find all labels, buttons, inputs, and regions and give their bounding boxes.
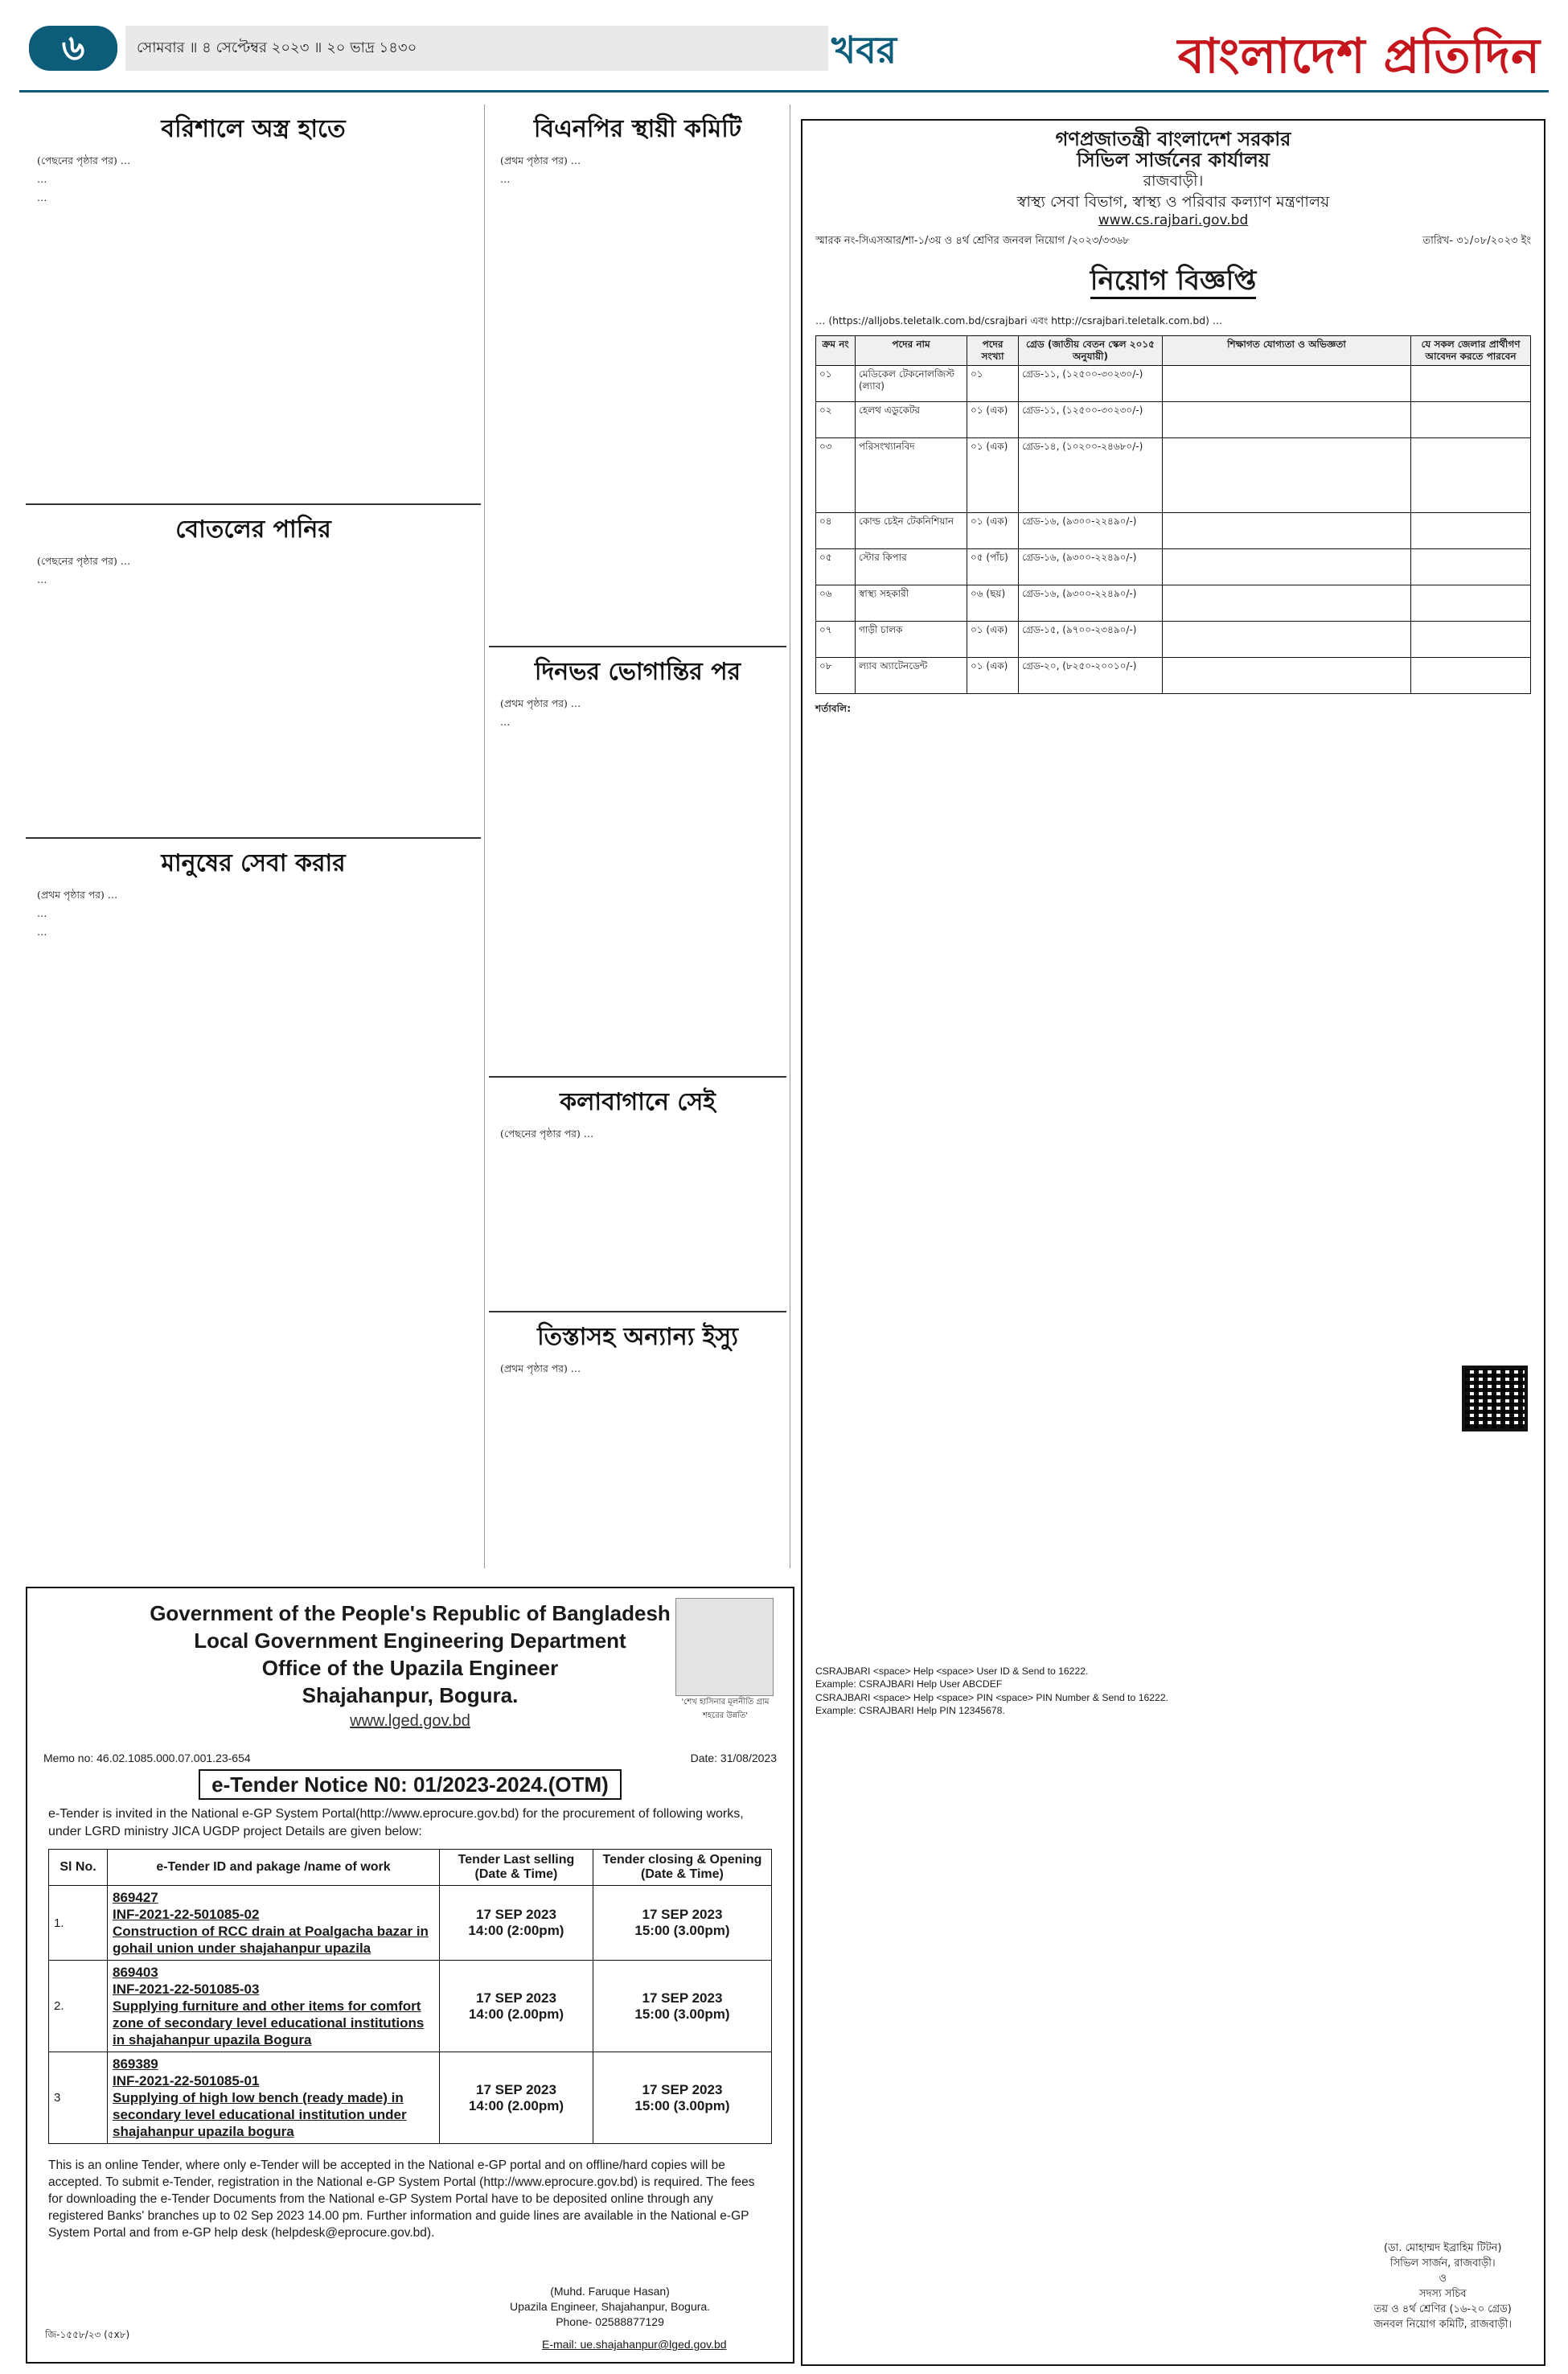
post-cell: মেডিকেল টেকনোলজিস্ট (ল্যাব) [856, 366, 967, 402]
district-cell [1411, 658, 1531, 694]
closing-time: 15:00 (3.00pm) [634, 1923, 730, 1938]
office-place: রাজবাড়ী। [1143, 172, 1204, 190]
column-middle [489, 105, 786, 1380]
qr-code [1462, 1366, 1528, 1431]
closing-cell [593, 1961, 771, 2052]
post-cell: স্টোর কিপার [856, 549, 967, 585]
qualification-cell [1163, 513, 1411, 549]
signatory-title: সিভিল সার্জন, রাজবাড়ী। [1389, 2257, 1496, 2269]
count-cell: ০১ (এক) [967, 658, 1019, 694]
article-headline: তিস্তাসহ অন্যান্য ইস্যু [537, 1323, 738, 1351]
count-cell: ০১ (এক) [967, 402, 1019, 438]
notice-signature [1373, 2241, 1512, 2332]
recruitment-notice [801, 119, 1545, 2366]
closing-date: 17 SEP 2023 [642, 1907, 723, 1922]
masthead-rule [19, 90, 1549, 92]
text-block [489, 191, 786, 641]
divider [489, 1311, 786, 1312]
table-row [816, 549, 1531, 585]
memo-number: Memo no: 46.02.1085.000.07.001.23-654 [43, 1752, 251, 1764]
memo-date: তারিখ- ৩১/০৮/২০২৩ ইং [1422, 235, 1531, 247]
table-row [49, 2052, 772, 2144]
sms-instruction: CSRAJBARI <space> Help <space> PIN <space> PIN Number & Send to 16222. [815, 1691, 1168, 1703]
post-cell: গাড়ী চালক [856, 622, 967, 658]
column-header: পদের সংখ্যা [967, 336, 1019, 366]
table-header-row [816, 336, 1531, 366]
text-block [489, 1145, 786, 1306]
serial-cell: ০৮ [816, 658, 856, 694]
qualification-cell [1163, 438, 1411, 513]
paragraph: (প্রথম পৃষ্ঠার পর) … [500, 1362, 581, 1374]
paragraph: … [500, 173, 511, 185]
tender-footer: This is an online Tender, where only e-Tender will be accepted in the National e-GP portal and on offline/hard copies will be accepted. To submit e-Tender, registration in the National e-GP System Portal (http://www.eprocure.gov.bd) is required. The fees for downloading the e-Tender Documents from the National e-GP System Portal have to be deposited online through any registered Banks' branches up to 02 Sep 2023 14.00 pm. Further information and guide lines are available in the National e-GP System Portal and from e-GP help desk (helpdesk@eprocure.gov.bd). [48, 2158, 755, 2240]
count-cell: ০১ (এক) [967, 513, 1019, 549]
posts-table [815, 335, 1531, 694]
grade-cell: গ্রেড-১৫, (৯৭০০-২৩৪৯০/-) [1019, 622, 1163, 658]
post-cell: স্বাস্থ্য সহকারী [856, 585, 967, 622]
text-block [489, 733, 786, 1071]
count-cell: ০১ (এক) [967, 438, 1019, 513]
column-header: Sl No. [49, 1850, 108, 1886]
serial-cell: 2. [49, 1961, 108, 2052]
serial-cell: ০৬ [816, 585, 856, 622]
signatory-name: (Muhd. Faruque Hasan) [550, 2285, 670, 2298]
conditions-title: শর্তাবলি: [815, 703, 852, 714]
memo-number: স্মারক নং-সিএসআর/শা-১/৩য় ও ৪র্থ শ্রেণির জনবল নিয়োগ /২০২৩/৩৩৬৮ [815, 235, 1130, 247]
grade-cell: গ্রেড-১৬, (৯৩০০-২২৪৯০/-) [1019, 585, 1163, 622]
closing-date: 17 SEP 2023 [642, 2081, 723, 2097]
signatory-role: সদস্য সচিব [1418, 2288, 1467, 2300]
memo-date: Date: 31/08/2023 [690, 1752, 777, 1764]
government-name: গণপ্রজাতন্ত্রী বাংলাদেশ সরকার [1055, 128, 1291, 150]
divider [26, 503, 481, 505]
article-headline: বরিশালে অস্ত্র হাতে [161, 115, 346, 143]
page-number: ৬ [29, 26, 117, 71]
serial-cell: ০১ [816, 366, 856, 402]
district-cell [1411, 513, 1531, 549]
article-headline: বিএনপির স্থায়ী কমিটি [533, 115, 742, 143]
count-cell: ০১ [967, 366, 1019, 402]
portrait-photo [675, 1598, 774, 1696]
text-block [26, 591, 481, 832]
tender-table [48, 1849, 772, 2144]
district-cell [1411, 366, 1531, 402]
package-id: INF-2021-22-501085-03 [113, 1982, 260, 1997]
text-block [26, 209, 481, 499]
conditions [802, 699, 1544, 1721]
grade-cell: গ্রেড-১৪, (১০২০০-২৪৬৮০/-) [1019, 438, 1163, 513]
notice-title [802, 260, 1544, 306]
serial-cell: ০২ [816, 402, 856, 438]
qualification-cell [1163, 549, 1411, 585]
article-body [489, 1362, 786, 1375]
ad-code: জি-১৫৫৮/২৩ (৫x৮) [45, 2329, 130, 2340]
paragraph: (পেছনের পৃষ্ঠার পর) … [37, 154, 131, 166]
office-name: Office of the Upazila Engineer [261, 1656, 559, 1680]
column-header: Tender closing & Opening (Date & Time) [593, 1850, 771, 1886]
tender-website: www.lged.gov.bd [350, 1712, 470, 1730]
closing-cell [593, 1886, 771, 1961]
paragraph: (প্রথম পৃষ্ঠার পর) … [500, 154, 581, 166]
article-body [489, 696, 786, 1071]
qualification-cell [1163, 366, 1411, 402]
sms-instruction: CSRAJBARI <space> Help <space> User ID & Send to 16222. [815, 1665, 1089, 1677]
paragraph: (পেছনের পৃষ্ঠার পর) … [37, 555, 131, 567]
photo-caption: 'শেখ হাসিনার মূলনীতি গ্রাম শহরের উন্নতি' [681, 1698, 770, 1720]
last-selling-date: 17 SEP 2023 [476, 1990, 556, 2006]
grade-cell: গ্রেড-১১, (১২৫০০-৩০২৩০/-) [1019, 366, 1163, 402]
tender-id: 869389 [113, 2056, 158, 2072]
paragraph: … [37, 926, 47, 938]
column-header: পদের নাম [856, 336, 967, 366]
district-cell [1411, 622, 1531, 658]
grade-cell: গ্রেড-১৬, (৯৩০০-২২৪৯০/-) [1019, 549, 1163, 585]
work-name: Construction of RCC drain at Poalgacha bazar in gohail union under shajahanpur upazila [113, 1924, 429, 1956]
column-header: যে সকল জেলার প্রার্থীগণ আবেদন করতে পারবেন [1411, 336, 1531, 366]
post-cell: হেলথ এডুকেটর [856, 402, 967, 438]
tender-title-text: e-Tender Notice N0: 01/2023-2024.(OTM) [199, 1769, 622, 1800]
signatory-committee: জনবল নিয়োগ কমিটি, রাজবাড়ী। [1373, 2319, 1512, 2331]
article-headline: কলাবাগানে সেই [560, 1088, 716, 1116]
signatory-title: Upazila Engineer, Shajahanpur, Bogura. [510, 2300, 711, 2313]
article-body [26, 554, 481, 832]
count-cell: ০১ (এক) [967, 622, 1019, 658]
table-row [816, 658, 1531, 694]
column-left [26, 105, 481, 943]
government-name: Government of the People's Republic of Bangladesh [150, 1601, 671, 1625]
paragraph: … [37, 191, 47, 203]
district-cell [1411, 438, 1531, 513]
grade-cell: গ্রেড-১১, (১২৫০০-৩০২৩০/-) [1019, 402, 1163, 438]
table-row [816, 438, 1531, 513]
tender-id: 869403 [113, 1965, 158, 1980]
paragraph: … [37, 573, 47, 585]
article-headline: বোতলের পানির [175, 515, 331, 544]
last-selling-cell [440, 2052, 593, 2144]
column-header: Tender Last selling (Date & Time) [440, 1850, 593, 1886]
closing-date: 17 SEP 2023 [642, 1990, 723, 2006]
table-row [49, 1886, 772, 1961]
notice-intro: … (https://alljobs.teletalk.com.bd/csrajbari এবং http://csrajbari.teletalk.com.bd) … [815, 314, 1223, 327]
work-name: Supplying furniture and other items for comfort zone of secondary level educational institutions in shajahanpur upazila Bogura [113, 1998, 425, 2047]
paragraph: … [37, 173, 47, 185]
qualification-cell [1163, 658, 1411, 694]
sms-instruction: Example: CSRAJBARI Help User ABCDEF [815, 1678, 1003, 1690]
qualification-cell [1163, 622, 1411, 658]
last-selling-time: 14:00 (2.00pm) [468, 2097, 564, 2113]
article-body [489, 154, 786, 641]
closing-time: 15:00 (3.00pm) [634, 2097, 730, 2113]
column-header: শিক্ষাগত যোগ্যতা ও অভিজ্ঞতা [1163, 336, 1411, 366]
paragraph: … [37, 907, 47, 919]
divider [26, 837, 481, 839]
table-row [816, 402, 1531, 438]
paragraph: (প্রথম পৃষ্ঠার পর) … [500, 697, 581, 709]
grade-cell: গ্রেড-১৬, (৯৩০০-২২৪৯০/-) [1019, 513, 1163, 549]
district-cell [1411, 549, 1531, 585]
serial-cell: 1. [49, 1886, 108, 1961]
paragraph: (প্রথম পৃষ্ঠার পর) … [37, 889, 118, 901]
last-selling-cell [440, 1961, 593, 2052]
package-id: INF-2021-22-501085-01 [113, 2073, 260, 2089]
article-body [26, 888, 481, 939]
notice-website: www.cs.rajbari.gov.bd [1098, 212, 1249, 228]
notice-memo-line [802, 228, 1544, 255]
table-row [816, 622, 1531, 658]
serial-cell: ০৩ [816, 438, 856, 513]
department-name: Local Government Engineering Department [194, 1629, 626, 1653]
article-headline: মানুষের সেবা করার [161, 849, 346, 877]
last-selling-cell [440, 1886, 593, 1961]
tender-memo-line [27, 1752, 793, 1764]
post-cell: কোল্ড চেইন টেকনিশিয়ান [856, 513, 967, 549]
count-cell: ০৬ (ছয়) [967, 585, 1019, 622]
district-cell [1411, 402, 1531, 438]
tender-notice [26, 1587, 794, 2364]
work-name: Supplying of high low bench (ready made) in secondary level educational institution under shajahanpur upazila bogura [113, 2090, 407, 2139]
divider [489, 1076, 786, 1078]
column-header: গ্রেড (জাতীয় বেতন স্কেল ২০১৫ অনুযায়ী) [1019, 336, 1163, 366]
last-selling-time: 14:00 (2:00pm) [468, 1923, 564, 1938]
signatory-conjunction: ও [1439, 2273, 1447, 2285]
newspaper-page [19, 14, 1549, 2363]
sms-instruction: Example: CSRAJBARI Help PIN 12345678. [815, 1705, 1005, 1716]
signatory-role: তয় ও ৪র্থ শ্রেণির (১৬-২০ গ্রেড) [1373, 2303, 1512, 2315]
masthead [19, 14, 1549, 109]
serial-cell: ০৪ [816, 513, 856, 549]
column-header: ক্রম নং [816, 336, 856, 366]
package-cell [108, 1961, 440, 2052]
last-selling-date: 17 SEP 2023 [476, 2081, 556, 2097]
article-headline: দিনভর ভোগান্তির পর [534, 658, 741, 686]
table-row [816, 585, 1531, 622]
signatory-phone: Phone- 02588877129 [556, 2315, 664, 2328]
table-row [816, 366, 1531, 402]
article-body [26, 154, 481, 499]
paragraph: … [500, 716, 511, 728]
signatory-name: (ডা. মোহাম্মদ ইব্রাহিম টিটন) [1383, 2242, 1502, 2254]
serial-cell: ০৭ [816, 622, 856, 658]
grade-cell: গ্রেড-২০, (৮২৫০-২০০১০/-) [1019, 658, 1163, 694]
tender-email: E-mail: ue.shajahanpur@lged.gov.bd [542, 2338, 727, 2351]
serial-cell: 3 [49, 2052, 108, 2144]
tender-intro: e-Tender is invited in the National e-GP System Portal(http://www.eprocure.gov.bd) for the procurement of following works, under LGRD ministry JICA UGDP project Details are given below: [48, 1807, 744, 1838]
dateline: সোমবার ॥ ৪ সেপ্টেম্বর ২০২৩ ॥ ২০ ভাদ্র ১৪৩০ [125, 26, 828, 71]
column-divider [484, 105, 485, 1568]
closing-cell [593, 2052, 771, 2144]
notice-header [802, 129, 1544, 212]
office-name: সিভিল সার্জনের কার্যালয় [1076, 149, 1270, 171]
conditions-body [815, 716, 1531, 1665]
qualification-cell [1163, 402, 1411, 438]
post-cell: পরিসংখ্যানবিদ [856, 438, 967, 513]
package-id: INF-2021-22-501085-02 [113, 1907, 260, 1922]
notice-title-text: নিয়োগ বিজ্ঞপ্তি [1090, 265, 1257, 299]
count-cell: ০৫ (পাঁচ) [967, 549, 1019, 585]
serial-cell: ০৫ [816, 549, 856, 585]
table-header-row [49, 1850, 772, 1886]
package-cell [108, 2052, 440, 2144]
table-row [49, 1961, 772, 2052]
tender-signature [510, 2284, 710, 2330]
tender-id: 869427 [113, 1890, 158, 1905]
post-cell: ল্যাব অ্যাটেনডেন্ট [856, 658, 967, 694]
qualification-cell [1163, 585, 1411, 622]
ministry-name: স্বাস্থ্য সেবা বিভাগ, স্বাস্থ্য ও পরিবার কল্যাণ মন্ত্রণালয় [1016, 193, 1330, 211]
office-location: Shajahanpur, Bogura. [302, 1683, 519, 1707]
article-body [489, 1127, 786, 1306]
closing-time: 15:00 (3.00pm) [634, 2006, 730, 2022]
district-cell [1411, 585, 1531, 622]
package-cell [108, 1886, 440, 1961]
table-row [816, 513, 1531, 549]
last-selling-date: 17 SEP 2023 [476, 1907, 556, 1922]
tender-title [27, 1772, 793, 1797]
last-selling-time: 14:00 (2.00pm) [468, 2006, 564, 2022]
paragraph: (পেছনের পৃষ্ঠার পর) … [500, 1127, 594, 1140]
column-header: e-Tender ID and pakage /name of work [108, 1850, 440, 1886]
section-title: খবর [831, 28, 897, 72]
divider [489, 646, 786, 647]
newspaper-logo: বাংলাদেশ প্রতিদিন [1177, 28, 1541, 84]
